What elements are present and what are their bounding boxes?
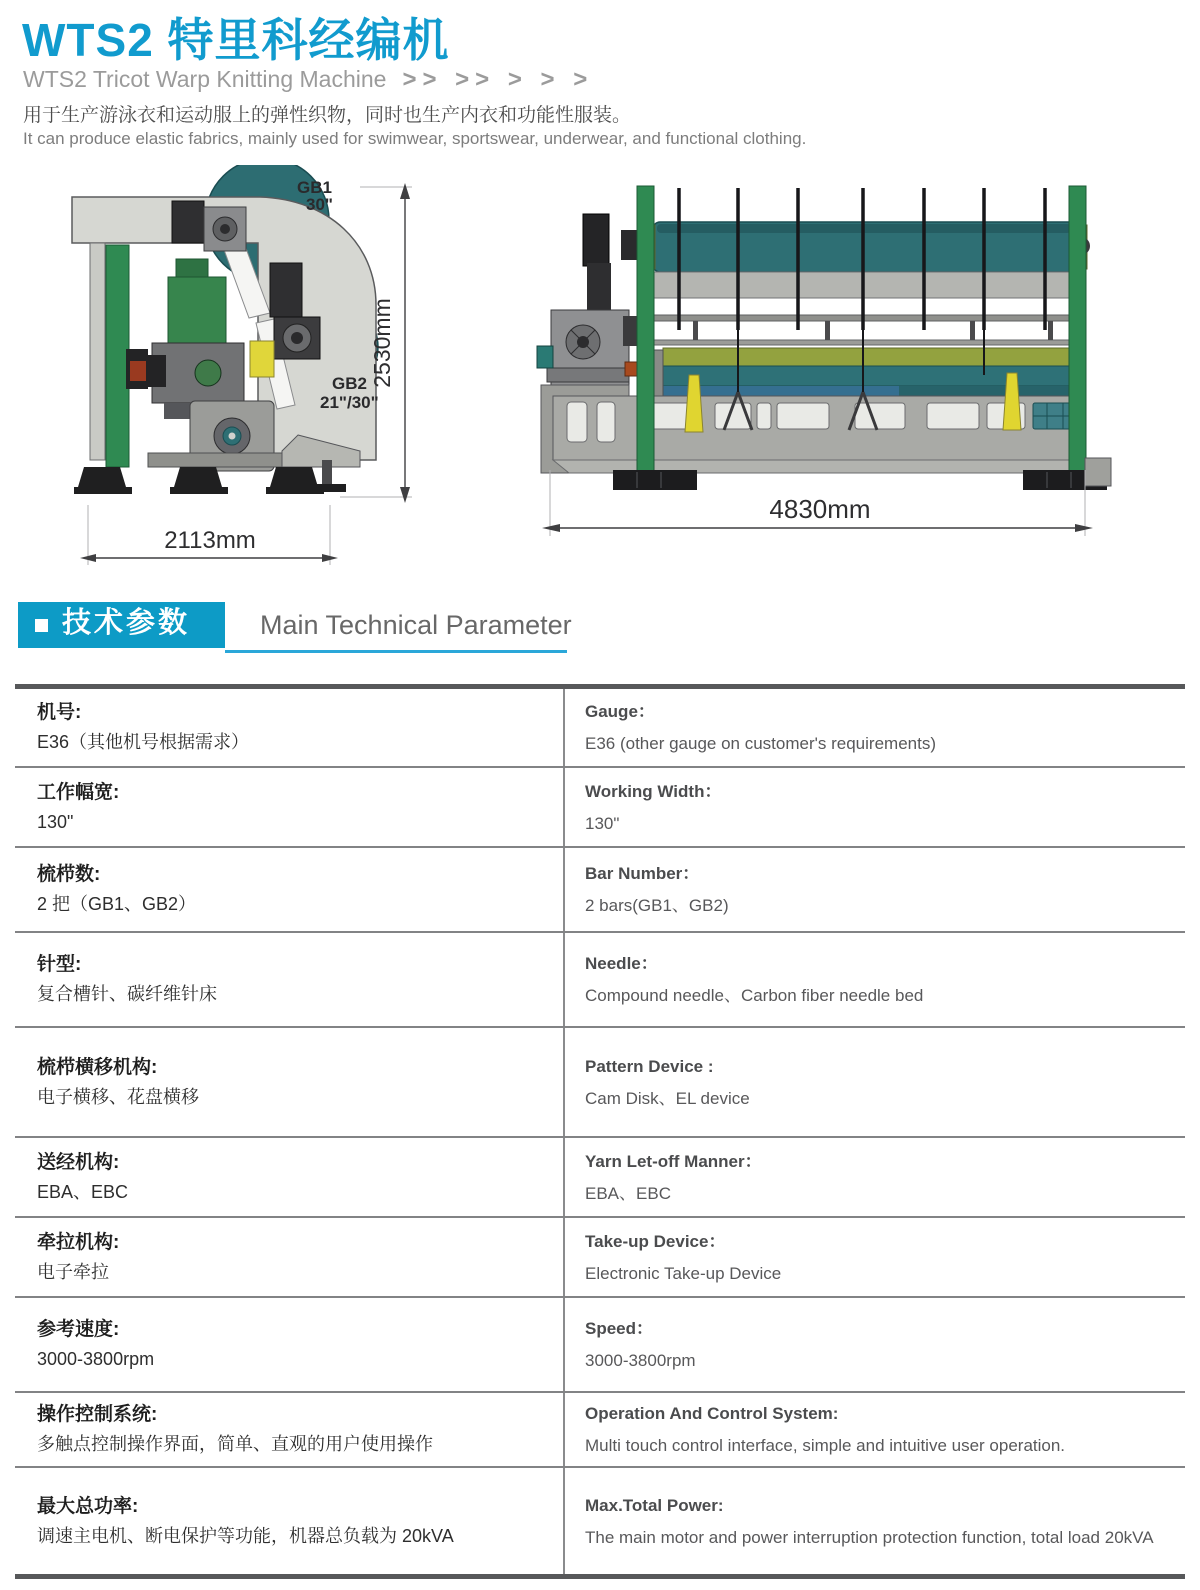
spec-cell-zh: [15, 689, 563, 766]
spec-value-en: Compound needle、Carbon fiber needle bed: [585, 986, 924, 1005]
side-width-dimension: [80, 505, 338, 565]
spec-row-control-system: [15, 1393, 1185, 1468]
spec-cell-en: [563, 933, 1185, 1026]
spec-cell-en: [563, 848, 1185, 931]
spec-label-en: Max.Total Power:: [585, 1495, 724, 1515]
spec-cell-zh: [15, 1138, 563, 1216]
side-width-dim-label: 2113mm: [164, 527, 256, 554]
side-height-dim-label: 2530mm: [369, 298, 395, 388]
spec-row-takeup-device: [15, 1218, 1185, 1298]
chevrons-decoration-icon: >> >> > > >: [402, 66, 594, 93]
spec-label-zh: 针型:: [37, 954, 82, 975]
spec-label-zh: 机号:: [37, 702, 82, 723]
spec-cell-en: [563, 1298, 1185, 1391]
spec-value-en: 2 bars(GB1、GB2): [585, 896, 729, 915]
page-subtitle-row: [23, 66, 593, 94]
spec-value-zh: E36（其他机号根据需求）: [37, 732, 250, 752]
spec-value-zh: 电子牵拉: [37, 1261, 109, 1282]
gb1-size-label: 30": [306, 195, 333, 214]
spec-label-zh: 参考速度:: [37, 1319, 120, 1340]
spec-cell-en: [563, 689, 1185, 766]
spec-label-en: Gauge：: [585, 702, 655, 721]
spec-label-zh: 牵拉机构:: [37, 1231, 120, 1253]
spec-cell-zh: [15, 768, 563, 846]
spec-value-en: Multi touch control interface, simple and intuitive user operation.: [585, 1436, 1066, 1455]
side-view-drawing: [60, 165, 460, 570]
spec-label-zh: 工作幅宽:: [37, 781, 120, 803]
spec-value-zh: 3000-3800rpm: [37, 1349, 155, 1369]
spec-row-max-power: [15, 1468, 1185, 1574]
gb2-size-label: 21"/30": [320, 393, 379, 412]
spec-cell-en: [563, 1393, 1185, 1466]
page-title: WTS2 特里科经编机: [22, 14, 450, 66]
spec-value-en: E36 (other gauge on customer's requirements): [585, 734, 936, 753]
spec-row-pattern-device: [15, 1028, 1185, 1138]
spec-value-en: EBA、EBC: [585, 1183, 671, 1203]
section-underline: [225, 650, 567, 653]
front-width-dim-label: 4830mm: [769, 494, 871, 524]
spec-cell-en: [563, 768, 1185, 846]
gb1-label: GB1: [297, 178, 332, 197]
spec-cell-en: [563, 1138, 1185, 1216]
front-gearbox: [537, 263, 645, 390]
spec-label-zh: 梳栉数:: [37, 864, 101, 885]
spec-cell-zh: [15, 1218, 563, 1296]
spec-label-en: Working Width：: [585, 781, 722, 801]
spec-label-en: Speed：: [585, 1319, 654, 1338]
spec-label-en: Yarn Let-off Manner：: [585, 1151, 762, 1171]
spec-value-zh: 复合槽针、碳纤维针床: [37, 984, 217, 1004]
spec-row-needle: [15, 933, 1185, 1028]
spec-value-zh: 调速主电机、断电保护等功能，机器总负载为 20kVA: [37, 1525, 454, 1546]
description-zh: 用于生产游泳衣和运动服上的弹性织物，同时也生产内衣和功能性服装。: [23, 105, 632, 126]
spec-label-zh: 梳栉横移机构:: [37, 1056, 158, 1078]
spec-cell-en: [563, 1028, 1185, 1136]
front-view-drawing: [525, 170, 1155, 540]
front-top-beam: [583, 214, 1090, 298]
spec-value-en: Cam Disk、EL device: [585, 1088, 750, 1108]
description-en: It can produce elastic fabrics, mainly used for swimwear, sportswear, underwear, and functional clothing.: [23, 129, 807, 148]
spec-row-speed: [15, 1298, 1185, 1393]
spec-label-zh: 最大总功率:: [37, 1495, 139, 1517]
spec-value-zh: EBA、EBC: [37, 1181, 129, 1202]
spec-cell-zh: [15, 1468, 563, 1574]
gb2-label: GB2: [332, 374, 367, 393]
spec-value-zh: 电子横移、花盘横移: [37, 1086, 199, 1107]
spec-value-zh: 多触点控制操作界面，简单、直观的用户使用操作: [37, 1434, 433, 1454]
spec-value-en: Electronic Take-up Device: [585, 1263, 782, 1283]
spec-row-gauge: [15, 689, 1185, 768]
spec-cell-zh: [15, 848, 563, 931]
spec-label-zh: 操作控制系统:: [37, 1404, 158, 1425]
spec-label-en: Needle：: [585, 954, 658, 973]
spec-value-zh: 2 把（GB1、GB2）: [37, 894, 197, 914]
section-title-en: Main Technical Parameter: [260, 610, 572, 640]
spec-row-yarn-letoff: [15, 1138, 1185, 1218]
spec-value-zh: 130": [37, 811, 74, 832]
page-subtitle: WTS2 Tricot Warp Knitting Machine: [23, 66, 387, 92]
spec-cell-en: [563, 1468, 1185, 1574]
spec-cell-zh: [15, 1028, 563, 1136]
spec-cell-zh: [15, 1298, 563, 1391]
spec-cell-zh: [15, 933, 563, 1026]
spec-cell-zh: [15, 1393, 563, 1466]
spec-row-bar-number: [15, 848, 1185, 933]
section-title-zh: 技术参数: [62, 607, 191, 639]
spec-table: [15, 684, 1185, 1579]
square-bullet-icon: [35, 619, 48, 632]
spec-label-en: Bar Number：: [585, 864, 700, 883]
spec-value-en: 130": [585, 813, 620, 833]
spec-label-en: Take-up Device：: [585, 1231, 726, 1251]
spec-value-en: 3000-3800rpm: [585, 1351, 696, 1370]
section-badge: [18, 602, 225, 648]
spec-label-zh: 送经机构:: [37, 1151, 120, 1173]
spec-row-working-width: [15, 768, 1185, 848]
spec-label-en: Operation And Control System:: [585, 1404, 839, 1423]
spec-value-en: The main motor and power interruption protection function, total load 20kVA: [585, 1527, 1154, 1547]
spec-cell-en: [563, 1218, 1185, 1296]
spec-label-en: Pattern Device :: [585, 1056, 714, 1076]
